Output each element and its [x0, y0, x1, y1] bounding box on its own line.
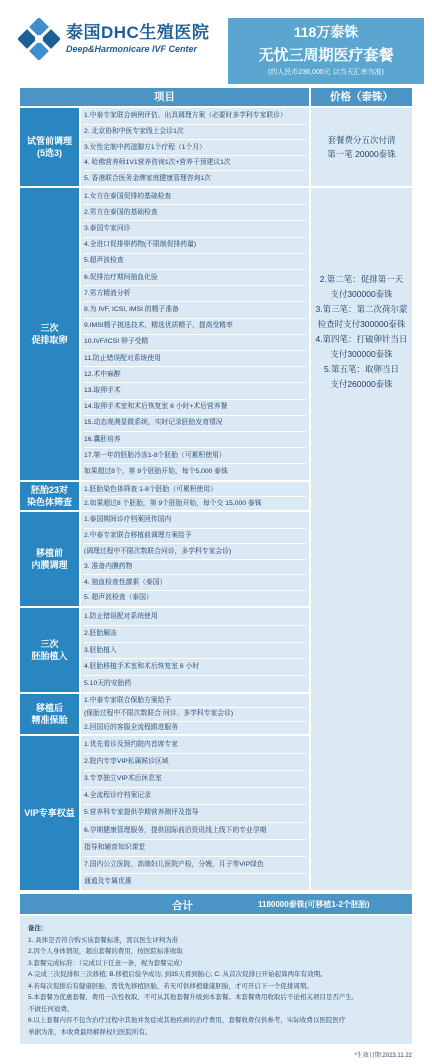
package-item-row: 2.回国后的客服全流程跟进服务 — [84, 723, 179, 731]
section-category-line: 三次 — [40, 639, 59, 649]
price-line: 检查时支付300000泰铢 — [317, 319, 406, 329]
package-item-row: 6.促排治疗期间抽血化验 — [84, 273, 158, 281]
section-category — [20, 736, 79, 890]
package-item-row: 11.防止错误配对系统使用 — [84, 354, 161, 362]
row-divider — [84, 124, 306, 125]
package-item-row: 3.胚胎植入 — [84, 646, 117, 654]
section-category-line: 移植前 — [35, 548, 63, 558]
total-row — [20, 894, 412, 914]
package-item-row: 2. 北京协和中医专家线上会诊1次 — [84, 127, 184, 135]
row-divider — [84, 431, 306, 432]
package-item-row: 1.优先看诊及预约院内首席专家 — [84, 741, 179, 749]
package-item-row: 7.国内公立医院、高端妇儿医院产检，分娩，月子等VIP绿色 — [84, 860, 264, 868]
package-item-row: 2.男方在泰国的基础检查 — [84, 208, 158, 216]
section-category-line: 移植后 — [35, 703, 63, 713]
note-line: 1. 具体是否符合购买该套餐标准，需以医生评判为准 — [28, 936, 179, 944]
row-divider — [84, 253, 306, 254]
row-divider — [84, 301, 306, 302]
package-item-row: 5. 香港联合医务金牌家庭健康管理咨询1次 — [84, 174, 211, 182]
package-item-row: 8.为 IVF, ICSI, IMSI 的精子准备 — [84, 306, 179, 313]
package-item-row: 4.全进口促排卵药物(不限制促排药量) — [84, 241, 197, 249]
package-item-row: 3.泰国专家问诊 — [84, 225, 131, 232]
package-item-row: 4.全流程诊疗档案记录 — [84, 792, 151, 800]
note-line: 4.若每次促排后有健康胚胎，需优先移植胚胎，若无可供移植健康胚胎，才可开启下一个促排周期。 — [28, 982, 313, 990]
row-divider — [84, 155, 306, 156]
section-category-line: 三次 — [40, 323, 59, 333]
row-divider — [84, 787, 306, 788]
package-item-row: 如果超过8个，第 9个胚胎开始，每个5,000 泰铢 — [84, 468, 228, 475]
section-category — [20, 108, 79, 186]
package-item-row: 2.胚胎解冻 — [84, 629, 117, 637]
row-divider — [84, 707, 306, 708]
package-name-title: 无忧三周期医疗套餐 — [258, 47, 394, 64]
package-item-row: 6.孕期健康管理服务，提供国际前沿资讯线上线下的专业孕期 — [84, 826, 267, 834]
row-divider — [84, 574, 306, 575]
section-category-line: (5选3) — [36, 148, 62, 158]
package-item-row: 4.胚胎移植手术室和术后恢复室 6 小时 — [84, 663, 200, 671]
row-divider — [84, 543, 306, 544]
section-category — [20, 608, 79, 692]
total-label: 合计 — [172, 900, 193, 912]
package-item-row: 14.取卵手术室和术后恢复室 6 小时+术后营养餐 — [84, 403, 228, 411]
package-item-row: 指导和辅育知识课堂 — [84, 843, 146, 851]
column-header-item: 项目 — [20, 88, 309, 106]
package-item-row: 1.中泰专家联合病例评估、出具调理方案（必要时多学科专家联诊） — [84, 112, 287, 120]
package-item-row: 5.超声波检查 — [84, 257, 124, 265]
row-divider — [84, 625, 306, 626]
package-item-row: 1.防止错误配对系统使用 — [84, 612, 158, 620]
row-divider — [84, 804, 306, 805]
package-item-row: (保胎过程中不限次数联合 问诊、多学科专家会诊) — [84, 710, 234, 718]
price-line: 4.第四笔：打破卵针当日 — [315, 334, 408, 344]
section-category — [20, 694, 79, 734]
package-item-row: 2.中泰专家联合移植前调理方案给予 — [84, 531, 192, 539]
row-divider — [84, 285, 306, 286]
package-item-row: 4. 哈佛营养师1V1营养咨询1次+营养干预建议1次 — [84, 159, 231, 167]
row-divider — [84, 334, 306, 335]
package-item-row: 5. 超声波检查（泰国） — [84, 594, 153, 602]
row-divider — [84, 350, 306, 351]
package-rmb-note: (约人民币236,000元 以当天汇率为准) — [268, 69, 384, 76]
price-first-payment — [311, 108, 412, 186]
row-divider — [84, 399, 306, 400]
note-line: 3.套餐完成标准：（完成以下任意一条，视为套餐完成） — [28, 959, 187, 967]
section-category-line: 胚胎植入 — [31, 651, 68, 661]
total-value: 1180000泰铢(可移植1-2个胚胎) — [258, 900, 370, 909]
logo-english-name: Deep&Harmonicare IVF Center — [66, 44, 198, 54]
price-line: 5.第五笔：取卵当日 — [323, 364, 400, 374]
package-item-row: 15.动态观测显微系统，实时记录胚胎发育情况 — [84, 419, 223, 427]
row-divider — [84, 269, 306, 270]
section-category-line: 精准保胎 — [31, 715, 68, 725]
package-item-row: 9.IMSI精子挑选技术，精选优质精子，提高受精率 — [84, 322, 233, 330]
section-category-line: 染色体筛查 — [26, 497, 72, 507]
price-line: 支付300000泰铢 — [330, 289, 393, 299]
section-category-line: 胚胎23对 — [30, 485, 68, 495]
row-divider — [84, 170, 306, 171]
row-divider — [84, 528, 306, 529]
package-item-row: 7.男方精液分析 — [84, 289, 131, 297]
price-line: 支付300000泰铢 — [330, 349, 393, 359]
package-item-row: 1.泰国期间诊疗档案回传国内 — [84, 516, 172, 524]
package-promo-box — [228, 18, 424, 84]
row-divider — [84, 559, 306, 560]
hospital-logo — [12, 12, 222, 68]
package-item-row: 3.女性定制中药滋脚方1个疗程（1个月） — [84, 143, 206, 151]
section-category-line: 试管前调理 — [26, 136, 72, 146]
package-item-row: 12.术中麻醉 — [84, 370, 121, 378]
package-item-row: 4. 抽血检查性激素（泰国） — [84, 578, 167, 586]
package-item-row: 5.10天的安胎药 — [84, 680, 132, 688]
row-divider — [84, 463, 306, 464]
row-divider — [84, 856, 306, 857]
row-divider — [84, 139, 306, 140]
notes-title: 备注： — [28, 925, 48, 932]
row-divider — [84, 822, 306, 823]
row-divider — [84, 220, 306, 221]
section-category — [20, 482, 79, 510]
note-line: 单据为准，本收费最终解释权归医院所有。 — [28, 1028, 152, 1036]
note-line: 6.以上套餐内容不包含治疗过程中其他并发症或其他疾病的治疗费用，套餐收费仅供参考，实际收费以医院医疗 — [28, 1017, 346, 1024]
row-divider — [84, 658, 306, 659]
row-divider — [84, 642, 306, 643]
price-line: 2.第二笔：促排第一天 — [319, 274, 404, 284]
row-divider — [84, 496, 306, 497]
package-price-title: 118万泰铢 — [293, 24, 359, 40]
price-line: 第一笔 20000泰铢 — [327, 149, 396, 159]
row-divider — [84, 366, 306, 367]
row-divider — [84, 753, 306, 754]
row-divider — [84, 873, 306, 874]
package-item-row: 10.IVF/ICSI 卵子受精 — [84, 338, 149, 346]
note-line: A.完成三次促排和三次移植; B.移植后验孕成功, 到35天看到胎心; C. 从首次促排日开始起算两年有效期。 — [28, 971, 327, 978]
package-item-row: 13.取卵手术 — [84, 387, 121, 394]
price-installments — [311, 188, 412, 890]
row-divider — [84, 675, 306, 676]
row-divider — [84, 721, 306, 722]
section-category — [20, 512, 79, 606]
section-category-line: VIP专享权益 — [24, 808, 75, 818]
price-line: 支付260000泰铢 — [330, 379, 393, 389]
price-line: 套餐费分五次付清 — [327, 135, 396, 145]
note-line: 不做任何退费。 — [28, 1005, 74, 1013]
package-item-row: 1.女方在泰国促排的基础检查 — [84, 192, 172, 200]
package-item-row: 2.如果超过8 个胚胎，第 9个胚胎开始，每个交 15,000 泰铢 — [84, 499, 262, 507]
row-divider — [84, 415, 306, 416]
package-item-row: 1.胚胎染色体筛查 1-8个胚胎（可累积使用） — [84, 485, 217, 493]
row-divider — [84, 318, 306, 319]
note-line: 5.本套餐为优惠套餐，费用一次性收取，不可从其他套餐升级到本套餐。本套餐费用收取后不论相关项目是否产生, — [28, 994, 354, 1001]
package-item-row: 3. 准备内膜药物 — [84, 563, 133, 571]
package-item-row: 通道及专属优惠 — [84, 877, 132, 885]
dhc-logo-icon — [18, 18, 60, 60]
package-item-row: 3.专享独立VIP术后休息室 — [84, 775, 162, 783]
column-header-price: 价格（泰铢） — [311, 88, 412, 106]
section-category-line: 促排取卵 — [31, 335, 68, 345]
note-line: 2.因个人身体情况，超出套餐的费用，按医院标准收取 — [28, 948, 183, 955]
package-item-row: 2.院内专享VIP私属候诊区域 — [84, 758, 169, 766]
row-divider — [84, 839, 306, 840]
row-divider — [84, 204, 306, 205]
price-line: 3.第三笔：第二次荷尔蒙 — [315, 304, 408, 314]
row-divider — [84, 447, 306, 448]
row-divider — [84, 590, 306, 591]
package-item-row: 17.第一年的胚胎冷冻1-8个胚胎（可累积使用） — [84, 451, 226, 459]
section-category — [20, 188, 79, 480]
notes-panel — [20, 916, 412, 1044]
row-divider — [84, 382, 306, 383]
package-item-row: (调理过程中不限次数联合问诊，多学科专家会诊) — [84, 547, 232, 555]
logo-chinese-name: 泰国DHC生殖医院 — [66, 23, 210, 42]
package-item-row: 5.营养科专家提供孕期营养测评及指导 — [84, 809, 199, 817]
section-category-line: 内膜调理 — [31, 560, 68, 570]
row-divider — [84, 237, 306, 238]
effective-date: *生效日期:2023.11.22 — [354, 1053, 412, 1059]
row-divider — [84, 770, 306, 771]
package-item-row: 1.中泰专家联合保胎方案给予 — [84, 697, 172, 705]
package-item-row: 16.囊胚培养 — [84, 435, 121, 443]
